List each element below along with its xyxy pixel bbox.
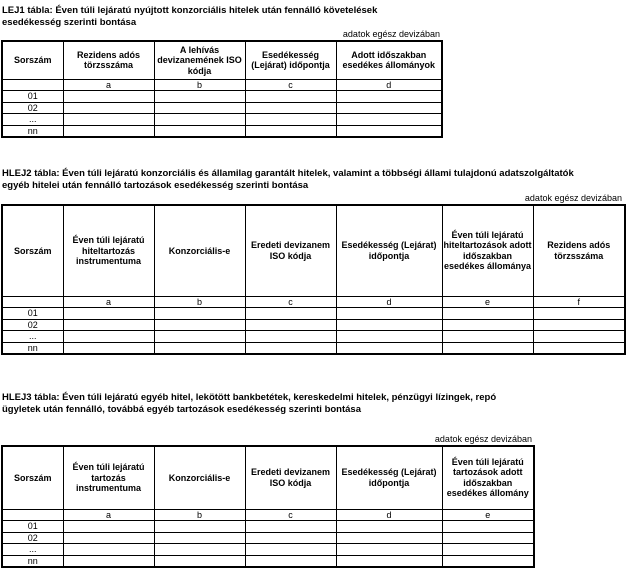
table1-code-4: d <box>336 79 442 91</box>
table1-header-2: A lehívás devizanemének ISO kódja <box>154 41 245 79</box>
table2-header-5: Éven túli lejáratú hiteltartozások adott időszakban esedékes állománya <box>442 205 533 296</box>
table1-code-2: b <box>154 79 245 91</box>
table3 <box>1 445 535 568</box>
table2-code-0 <box>2 296 63 308</box>
table3-row-label: 01 <box>2 521 63 533</box>
table2-header-3: Eredeti devizanem ISO kódja <box>245 205 336 296</box>
table1-row-label: 02 <box>2 102 63 114</box>
table2-unit: adatok egész devizában <box>524 193 622 203</box>
table1 <box>1 40 443 138</box>
table1-header-1: Rezidens adós törzsszáma <box>63 41 154 79</box>
table2-header-2: Konzorciális-e <box>154 205 245 296</box>
table2-header-1: Éven túli lejáratú hiteltartozás instrumentuma <box>63 205 154 296</box>
table2-row-label: 02 <box>2 319 63 331</box>
table3-title-line2: ügyletek után fennálló, továbbá egyéb tartozások esedékesség szerinti bontása <box>2 404 362 415</box>
table2-code-4: d <box>336 296 442 308</box>
table3-header-3: Eredeti devizanem ISO kódja <box>245 446 336 509</box>
table1-header-3: Esedékesség (Lejárat) időpontja <box>245 41 336 79</box>
table3-header-5: Éven túli lejáratú tartozások adott időszakban esedékes állomány <box>442 446 534 509</box>
table2-code-6: f <box>533 296 625 308</box>
table1-unit: adatok egész devizában <box>342 29 440 39</box>
table3-code-1: a <box>63 509 154 521</box>
table2-code-2: b <box>154 296 245 308</box>
table1-code-0 <box>2 79 63 91</box>
table3-code-5: e <box>442 509 534 521</box>
table2-code-5: e <box>442 296 533 308</box>
table3-code-3: c <box>245 509 336 521</box>
table1-header-0: Sorszám <box>2 41 63 79</box>
table3-row-label: ... <box>2 544 63 556</box>
table1-code-3: c <box>245 79 336 91</box>
table1-row-label: nn <box>2 125 63 137</box>
table1-row-label: 01 <box>2 91 63 103</box>
table3-header-4: Esedékesség (Lejárat) időpontja <box>336 446 442 509</box>
table1-code-1: a <box>63 79 154 91</box>
table2 <box>1 204 626 355</box>
table2-row-label: nn <box>2 342 63 354</box>
table3-row-label: 02 <box>2 532 63 544</box>
table3-code-2: b <box>154 509 245 521</box>
table2-title-line1: HLEJ2 tábla: Éven túli lejáratú konzorciális és államilag garantált hitelek, valamint a többségi állami tulajdonú adatszolgáltatók <box>2 168 574 179</box>
table3-code-0 <box>2 509 63 521</box>
table1-header-4: Adott időszakban esedékes állományok <box>336 41 442 79</box>
table1-title-line1: LEJ1 tábla: Éven túli lejáratú nyújtott konzorciális hitelek után fennálló követelések <box>2 5 378 16</box>
table1-row-label: ... <box>2 114 63 126</box>
table3-title-line1: HLEJ3 tábla: Éven túli lejáratú egyéb hitel, lekötött bankbetétek, kereskedelmi hitelek, pénzügyi lízingek, repó <box>2 392 497 403</box>
table3-header-1: Éven túli lejáratú tartozás instrumentuma <box>63 446 154 509</box>
table2-header-6: Rezidens adós törzsszáma <box>533 205 625 296</box>
table2-row-label: ... <box>2 331 63 343</box>
table3-unit: adatok egész devizában <box>434 434 532 444</box>
table2-title-line2: egyéb hitelei után fennálló tartozások esedékesség szerinti bontása <box>2 180 309 191</box>
table3-row-label: nn <box>2 555 63 567</box>
table2-header-4: Esedékesség (Lejárat) időpontja <box>336 205 442 296</box>
table2-header-0: Sorszám <box>2 205 63 296</box>
table3-header-0: Sorszám <box>2 446 63 509</box>
table2-row-label: 01 <box>2 308 63 320</box>
table2-code-3: c <box>245 296 336 308</box>
table1-title-line2: esedékesség szerinti bontása <box>2 17 137 28</box>
table2-code-1: a <box>63 296 154 308</box>
table3-code-4: d <box>336 509 442 521</box>
table3-header-2: Konzorciális-e <box>154 446 245 509</box>
